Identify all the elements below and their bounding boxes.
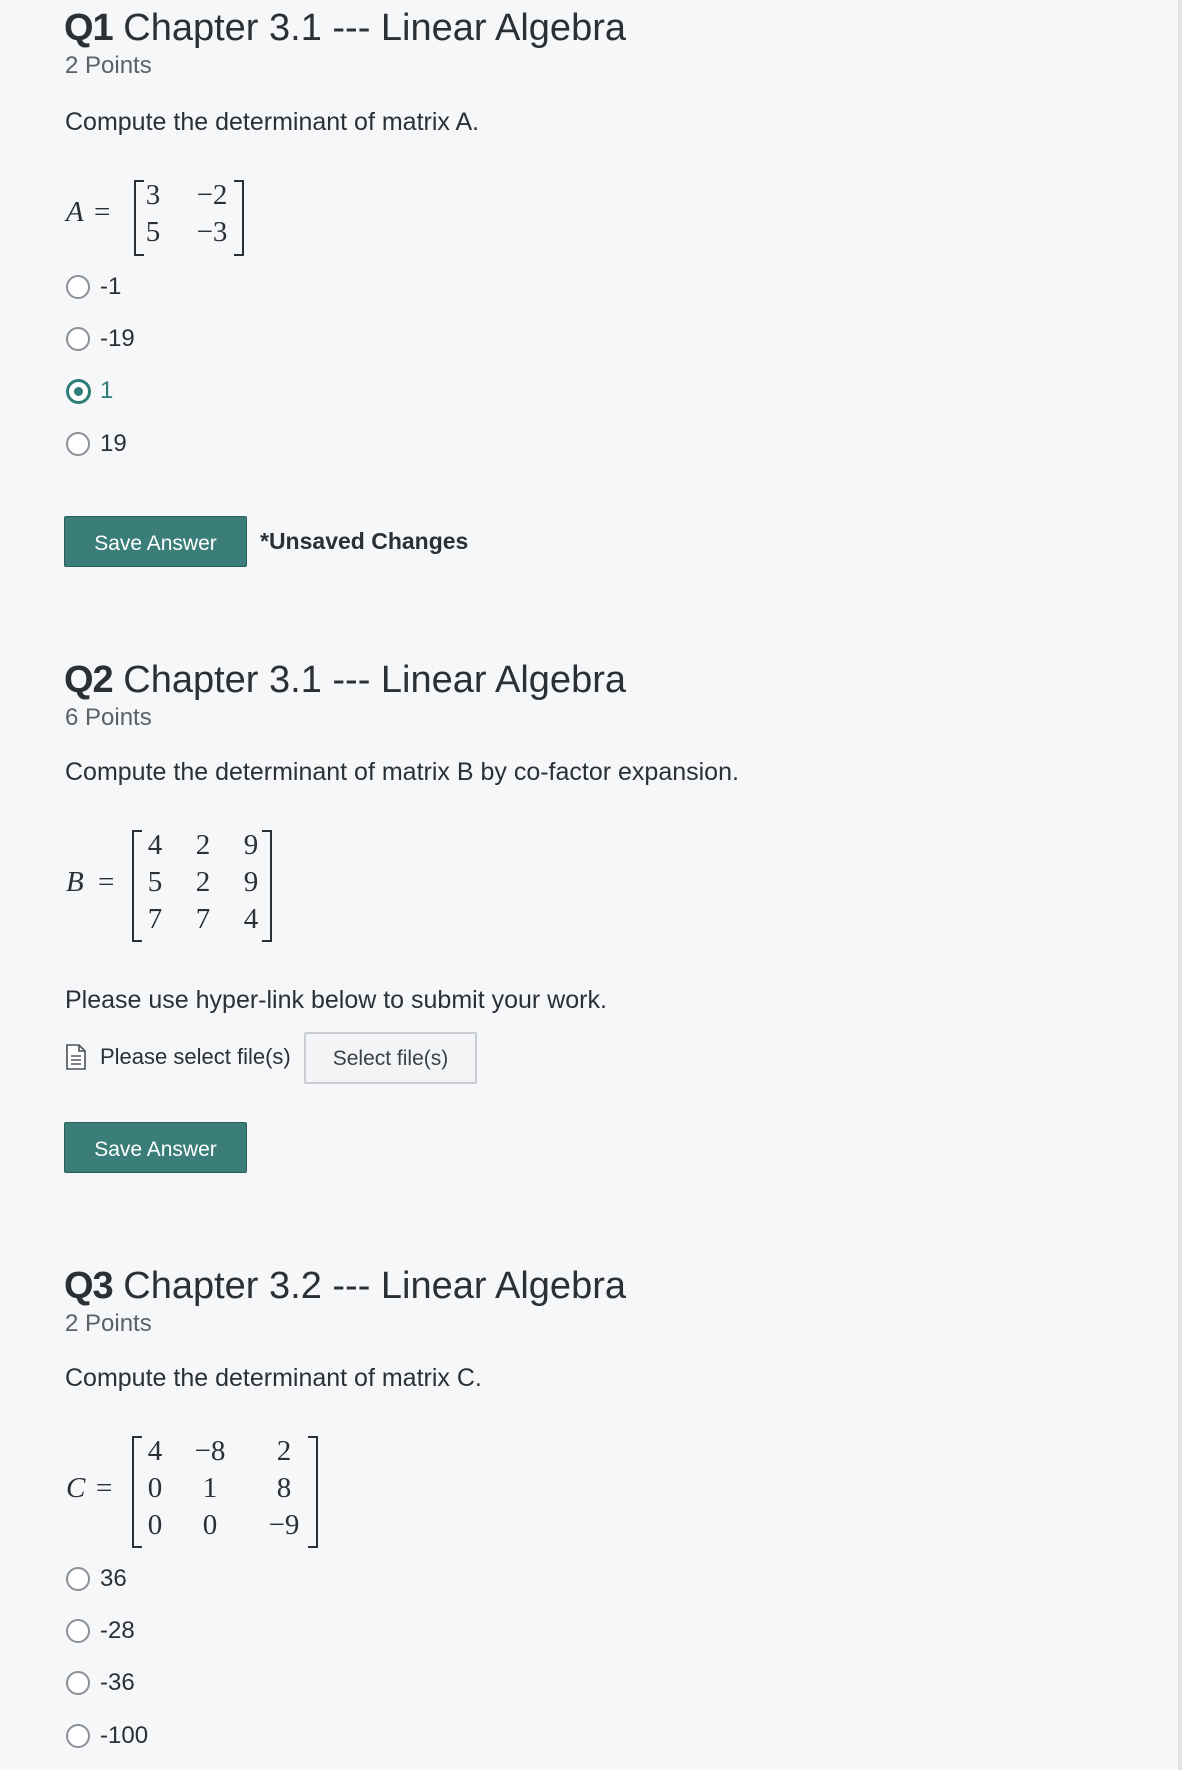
radio-button[interactable] [66, 1619, 90, 1643]
question-1 [64, 2, 1144, 572]
matrix-cell: 5 [145, 216, 161, 248]
question-prompt: Compute the determinant of matrix A. [65, 108, 480, 136]
matrix-cell: 2 [195, 829, 211, 861]
matrix-c [64, 1434, 334, 1550]
matrix-cell: 2 [195, 866, 211, 898]
save-answer-button[interactable]: Save Answer [64, 1122, 247, 1173]
matrix-left-bracket [132, 1436, 142, 1548]
answer-label: -36 [100, 1669, 135, 1696]
answer-label: -28 [100, 1617, 135, 1644]
matrix-cell: 9 [243, 866, 259, 898]
matrix-a [64, 178, 264, 258]
question-prompt: Compute the determinant of matrix B by co-factor expansion. [65, 758, 739, 786]
question-3 [64, 1260, 1144, 1760]
matrix-equals: = [96, 1472, 113, 1504]
answer-label: 1 [100, 377, 114, 404]
question-points: 2 Points [65, 1310, 152, 1337]
radio-button[interactable] [66, 1724, 90, 1748]
upload-instruction: Please use hyper-link below to submit your work. [65, 986, 607, 1014]
matrix-label: A [66, 196, 84, 228]
matrix-equals: = [98, 866, 115, 898]
question-2 [64, 654, 1144, 1174]
matrix-cell: −2 [196, 179, 228, 211]
matrix-cell: 4 [147, 829, 163, 861]
matrix-right-bracket [234, 180, 244, 256]
radio-button[interactable] [66, 327, 90, 351]
question-points: 6 Points [65, 704, 152, 731]
matrix-equals: = [94, 196, 111, 228]
question-title [64, 2, 626, 54]
matrix-cell: 2 [276, 1435, 292, 1467]
radio-button-selected[interactable] [66, 379, 91, 404]
matrix-cell: −9 [268, 1509, 300, 1541]
matrix-cell: −8 [194, 1435, 226, 1467]
matrix-cell: −3 [196, 216, 228, 248]
radio-button[interactable] [66, 1671, 90, 1695]
matrix-cell: 9 [243, 829, 259, 861]
matrix-label: B [66, 866, 84, 898]
unsaved-status: *Unsaved Changes [260, 528, 469, 554]
file-upload-row [64, 1032, 664, 1084]
select-files-button[interactable]: Select file(s) [304, 1032, 477, 1084]
question-heading: Chapter 3.1 --- Linear Algebra [123, 7, 626, 49]
matrix-cell: 7 [147, 903, 163, 935]
matrix-cell: 8 [276, 1472, 292, 1504]
matrix-cell: 0 [147, 1509, 163, 1541]
answer-label: 36 [100, 1565, 127, 1592]
matrix-b [64, 828, 294, 944]
radio-button[interactable] [66, 275, 90, 299]
matrix-cell: 7 [195, 903, 211, 935]
answer-label: -19 [100, 325, 135, 352]
question-heading: Chapter 3.1 --- Linear Algebra [123, 659, 626, 701]
scrollbar[interactable] [1178, 0, 1182, 1770]
matrix-cell: 0 [147, 1472, 163, 1504]
matrix-right-bracket [308, 1436, 318, 1548]
save-answer-button[interactable]: Save Answer [64, 516, 247, 567]
answer-label: -1 [100, 273, 122, 300]
answer-label: 19 [100, 430, 127, 457]
matrix-cell: 3 [145, 179, 161, 211]
question-number: Q2 [64, 659, 113, 701]
question-title [64, 1260, 626, 1312]
matrix-left-bracket [132, 830, 142, 942]
matrix-cell: 4 [243, 903, 259, 935]
matrix-cell: 5 [147, 866, 163, 898]
matrix-cell: 4 [147, 1435, 163, 1467]
radio-button[interactable] [66, 1567, 90, 1591]
question-points: 2 Points [65, 52, 152, 79]
answer-label: -100 [100, 1722, 149, 1749]
question-prompt: Compute the determinant of matrix C. [65, 1364, 482, 1392]
matrix-cell: 1 [202, 1472, 218, 1504]
file-prompt: Please select file(s) [100, 1044, 291, 1069]
question-number: Q3 [64, 1265, 113, 1307]
matrix-label: C [66, 1472, 86, 1504]
matrix-right-bracket [262, 830, 272, 942]
radio-button[interactable] [66, 432, 90, 456]
question-heading: Chapter 3.2 --- Linear Algebra [123, 1265, 626, 1307]
document-icon [66, 1044, 86, 1070]
question-number: Q1 [64, 7, 113, 49]
matrix-cell: 0 [202, 1509, 218, 1541]
question-title [64, 654, 626, 706]
